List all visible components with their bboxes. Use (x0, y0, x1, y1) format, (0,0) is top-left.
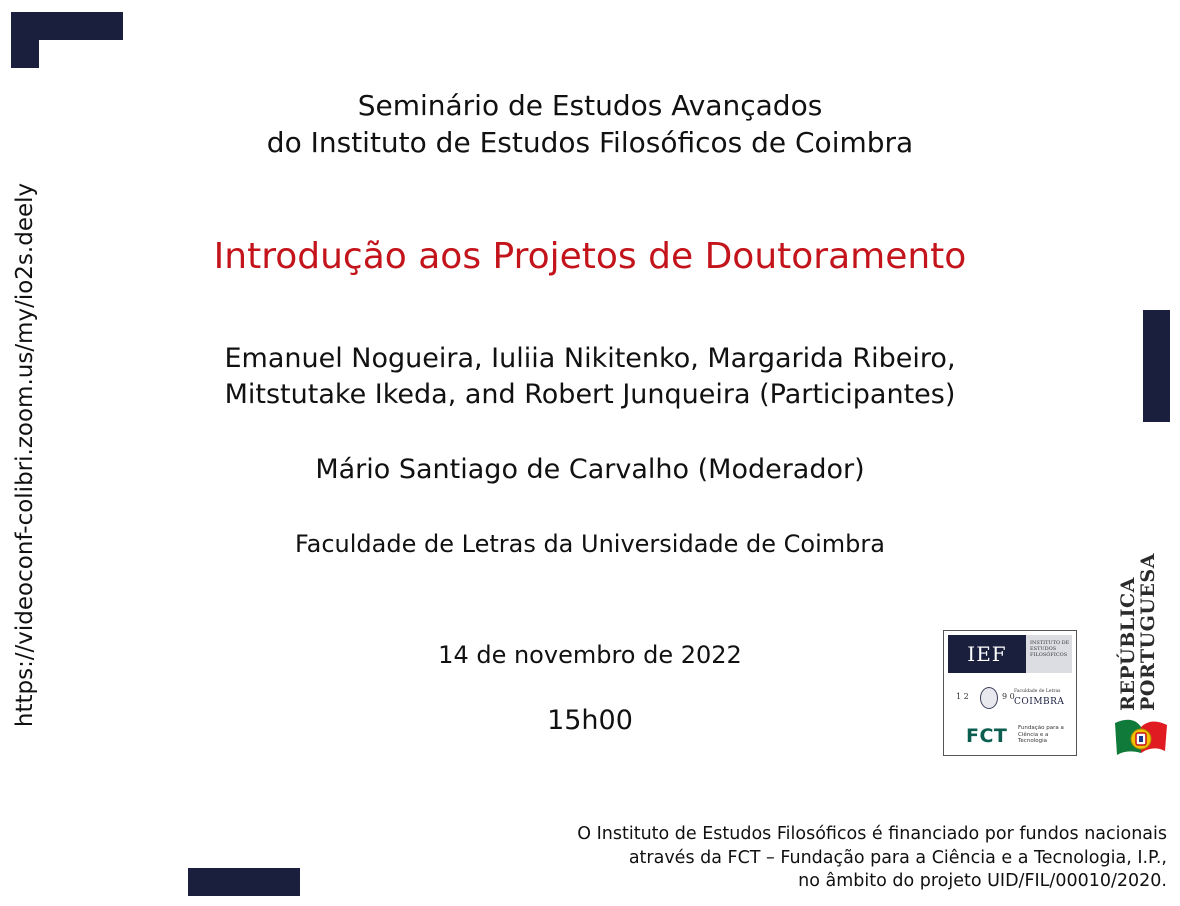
uc-seal-icon (980, 687, 998, 709)
talk-title: Introdução aos Projetos de Doutoramento (213, 236, 967, 277)
event-date: 14 de novembro de 2022 (438, 641, 742, 669)
fct-logo (966, 723, 1076, 749)
uc-logo-name: COIMBRA (1014, 697, 1065, 707)
participants-line1: Emanuel Nogueira, Iuliia Nikitenko, Margarida Ribeiro, (224, 343, 956, 374)
uc-logo (956, 686, 1074, 710)
moderator: Mário Santiago de Carvalho (Moderador) (315, 454, 865, 485)
ief-logo-text: IEF (948, 635, 1026, 673)
footer-line2: através da FCT – Fundação para a Ciência e a Tecnologia, I.P., (628, 847, 1167, 868)
seminar-title-line2: do Instituto de Estudos Filosóficos de Coimbra (266, 126, 914, 159)
uc-logo-faculty: Faculdade de Letras (1014, 689, 1061, 694)
portugal-flag-emblem-icon (1113, 713, 1169, 757)
footer-line3: no âmbito do projeto UID/FIL/00010/2020. (798, 871, 1167, 891)
footer-line1: O Instituto de Estudos Filosóficos é financiado por fundos nacionais (577, 824, 1167, 844)
seminar-title-line1: Seminário de Estudos Avançados (357, 89, 823, 122)
participants-line2: Mitstutake Ikeda, and Robert Junqueira (Participantes) (224, 379, 956, 410)
republica-portuguesa-logo (1118, 553, 1158, 711)
corner-bracket-side (11, 12, 39, 68)
bottom-accent-bar (188, 868, 300, 896)
event-time: 15h00 (547, 705, 633, 736)
fct-logo-text: FCT (966, 725, 1008, 747)
ief-logo-subtext: INSTITUTO DE ESTUDOS FILOSÓFICOS (1030, 640, 1070, 658)
ief-logo (948, 635, 1072, 673)
republica-line2: PORTUGUESA (1137, 553, 1159, 711)
uc-logo-number-left: 1 2 (956, 692, 969, 701)
uc-logo-number-right: 9 0 (1002, 692, 1015, 701)
institutional-logos (943, 630, 1077, 756)
republica-line1: REPÚBLICA (1117, 577, 1139, 711)
fct-logo-subtext: Fundação para a Ciência e a Tecnologia (1018, 725, 1064, 744)
venue: Faculdade de Letras da Universidade de Coimbra (295, 530, 885, 558)
zoom-link[interactable]: https://videoconf-colibri.zoom.us/my/io2s.deely (12, 182, 38, 728)
funding-footer (577, 823, 1167, 894)
